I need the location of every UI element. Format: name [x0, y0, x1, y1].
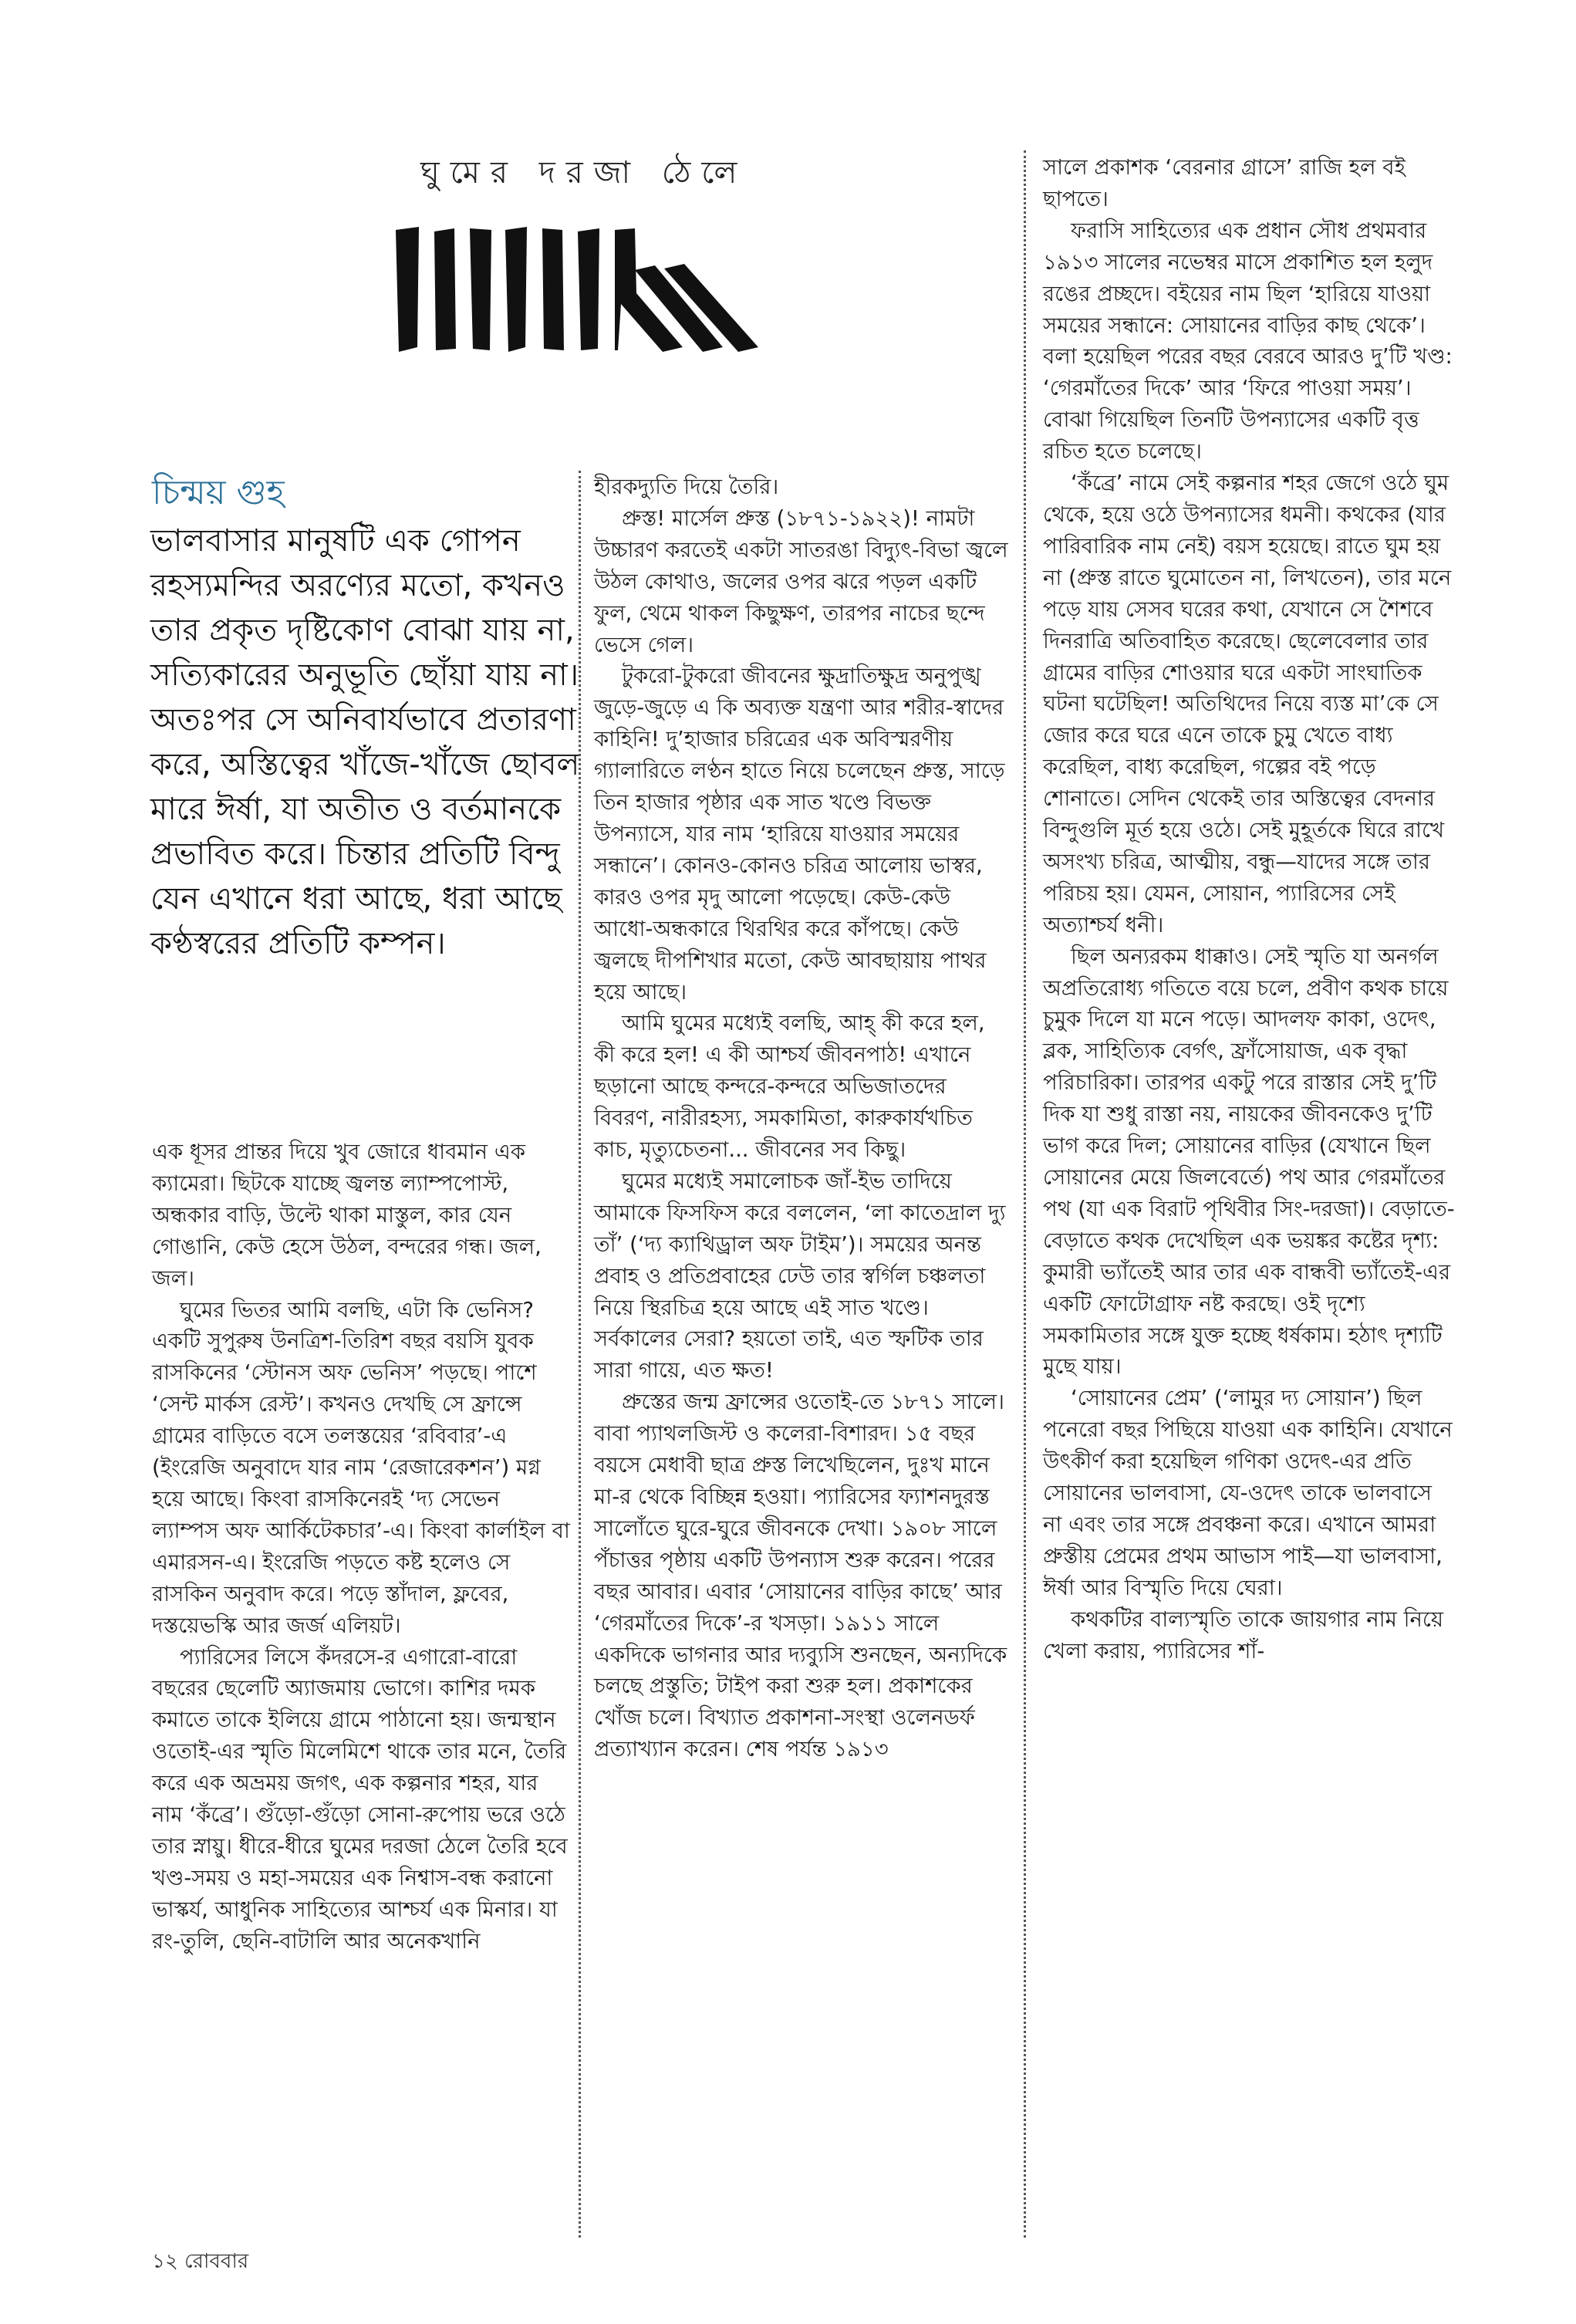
paragraph: ফরাসি সাহিত্যের এক প্রধান সৌধ প্রথমবার ১৯১৩ সালের নভেম্বর মাসে প্রকাশিত হল হলুদ রঙের প্রচ্ছদে। বইয়ের নাম ছিল ‘হারিয়ে যাওয়া সময়ের সন্ধানে: সোয়ানের বাড়ির কাছ থেকে’। বলা হয়েছিল পরের বছর বেরবে আরও দু’টি খণ্ড: ‘গেরমাঁতের দিকে’ আর ‘ফিরে পাওয়া সময়’। বোঝা গিয়েছিল তিনটি উপন্যাসের একটি বৃত্ত রচিত হতে চলেছে।: [1043, 218, 1453, 464]
paragraph: ‘সোয়ানের প্রেম’ (‘লামুর দ্য সোয়ান’) ছিল পনেরো বছর পিছিয়ে যাওয়া এক কাহিনি। যেখানে উৎকীর্ণ করা হয়েছিল গণিকা ওদেৎ-এর প্রতি সোয়ানের ভালবাসা, যে-ওদেৎ তাকে ভালবাসে না এবং তার সঙ্গে প্রবঞ্চনা করে। এখানে আমরা প্রুস্তীয় প্রেমের প্রথম আভাস পাই—যা ভালবাসা, ঈর্ষা আর বিস্মৃতি দিয়ে ঘেরা।: [1043, 1386, 1453, 1600]
publication-name: রোববার: [184, 2250, 249, 2273]
article-intro: ভালবাসার মানুষটি এক গোপন রহস্যমন্দির অরণ্যের মতো, কখনও তার প্রকৃত দৃষ্টিকোণ বোঝা যায় না, সত্যিকারের অনুভূতি ছোঁয়া যায় না। অতঃপর সে অনিবার্যভাবে প্রতারণা করে, অস্তিত্বের খাঁজে-খাঁজে ছোবল মারে ঈর্ষা, যা অতীত ও বর্তমানকে প্রভাবিত করে। চিন্তার প্রতিটি বিন্দু যেন এখানে ধরা আছে, ধরা আছে কণ্ঠস্বরের প্রতিটি কম্পন।: [150, 523, 580, 961]
paragraph: আমি ঘুমের মধ্যেই বলছি, আহ্‌ কী করে হল, কী করে হল! এ কী আশ্চর্য জীবনপাঠ! এখানে ছড়ানো আছে কন্দরে-কন্দরে অভিজাতদের বিবরণ, নারীরহস্য, সমকামিতা, কারুকার্যখচিত কাচ, মৃত্যুচেতনা... জীবনের সব কিছু।: [594, 1011, 985, 1163]
paragraph: ‘কঁব্রে’ নামে সেই কল্পনার শহর জেগে ওঠে ঘুম থেকে, হয়ে ওঠে উপন্যাসের ধমনী। কথকের (যার পারিবারিক নাম নেই) বয়স হয়েছে। রাতে ঘুম হয় না (প্রুস্ত রাতে ঘুমোতেন না, লিখতেন), তার মনে পড়ে যায় সেসব ঘরের কথা, যেখানে সে শৈশবে দিনরাত্রি অতিবাহিত করেছে। ছেলেবেলার তার গ্রামের বাড়ির শোওয়ার ঘরে একটা সাংঘাতিক ঘটনা ঘটেছিল! অতিথিদের নিয়ে ব্যস্ত মা’কে সে জোর করে ঘরে এনে তাকে চুমু খেতে বাধ্য করেছিল, বাধ্য করেছিল, গল্পের বই পড়ে শোনাতে। সেদিন থেকেই তার অস্তিত্বের বেদনার বিন্দুগুলি মূর্ত হয়ে ওঠে। সেই মুহূর্তকে ঘিরে রাখে অসংখ্য চরিত্র, আত্মীয়, বন্ধু—যাদের সঙ্গে তার পরিচয় হয়। যেমন, সোয়ান, প্যারিসের সেই অত্যাশ্চর্য ধনী।: [1043, 471, 1452, 937]
paragraph: ছিল অন্যরকম ধাক্কাও। সেই স্মৃতি যা অনর্গল অপ্রতিরোধ্য গতিতে বয়ে চলে, প্রবীণ কথক চায়ে চুমুক দিলে যা মনে পড়ে। আদলফ কাকা, ওদেৎ, ব্লক, সাহিত্যিক বের্গৎ, ফ্রাঁসোয়াজ, এক বৃদ্ধা পরিচারিকা। তারপর একটু পরে রাস্তার সেই দু’টি দিক যা শুধু রাস্তা নয়, নায়কের জীবনকেও দু’টি ভাগ করে দিল; সোয়ানের বাড়ির (যেখানে ছিল সোয়ানের মেয়ে জিলবের্তে) পথ আর গেরমাঁতের পথ (যা এক বিরাট পৃথিবীর সিং-দরজা)। বেড়াতে-বেড়াতে কথক দেখেছিল এক ভয়ঙ্কর কষ্টের দৃশ্য: কুমারী ভ্যাঁতেই আর তার এক বান্ধবী ভ্যাঁতেই-এর একটি ফোটোগ্রাফ নষ্ট করছে। ওই দৃশ্যে সমকামিতার সঙ্গে যুক্ত হচ্ছে ধর্ষকাম। হঠাৎ দৃশ্যটি মুছে যায়।: [1043, 944, 1455, 1380]
paragraph: টুকরো-টুকরো জীবনের ক্ষুদ্রাতিক্ষুদ্র অনুপুঙ্খ জুড়ে-জুড়ে এ কি অব্যক্ত যন্ত্রণা আর শরীর-স্বাদের কাহিনি! দু’হাজার চরিত্রের এক অবিস্মরণীয় গ্যালারিতে লণ্ঠন হাতে নিয়ে চলেছেন প্রুস্ত, সাড়ে তিন হাজার পৃষ্ঠার এক সাত খণ্ডে বিভক্ত উপন্যাসে, যার নাম ‘হারিয়ে যাওয়ার সময়ের সন্ধানে’। কোনও-কোনও চরিত্র আলোয় ভাস্বর, কারও ওপর মৃদু আলো পড়েছে। কেউ-কেউ আধো-অন্ধকারে থিরথির করে কাঁপছে। কেউ জ্বলছে দীপশিখার মতো, কেউ আবছায়ায় পাথর হয়ে আছে।: [594, 664, 1005, 1005]
page-number: ১২: [152, 2250, 178, 2273]
striped-bars-logo-icon: [390, 224, 775, 355]
paragraph: প্রুস্ত! মার্সেল প্রুস্ত (১৮৭১-১৯২২)! নামটা উচ্চারণ করতেই একটা সাতরঙা বিদ্যুৎ-বিভা জ্বলে উঠল কোথাও, জলের ওপর ঝরে পড়ল একটি ফুল, থেমে থাকল কিছুক্ষণ, তারপর নাচের ছন্দে ভেসে গেল।: [594, 505, 1008, 657]
paragraph: ঘুমের ভিতর আমি বলছি, এটা কি ভেনিস? একটি সুপুরুষ উনত্রিশ-তিরিশ বছর বয়সি যুবক রাসকিনের ‘স্টোনস অফ ভেনিস’ পড়ছে। পাশে ‘সেন্ট মার্কস রেস্ট’। কখনও দেখছি সে ফ্রান্সে গ্রামের বাড়িতে বসে তলস্তয়ের ‘রবিবার’-এ (ইংরেজি অনুবাদে যার নাম ‘রেজারেকশন’) মগ্ন হয়ে আছে। কিংবা রাসকিনেরই ‘দ্য সেভেন ল্যাম্পস অফ আর্কিটেকচার’-এ। কিংবা কার্লাইল বা এমারসন-এ। ইংরেজি পড়তে কষ্ট হলেও সে রাসকিন অনুবাদ করে। পড়ে স্তাঁদাল, ফ্লবের, দস্তয়েভস্কি আর জর্জ এলিয়ট।: [152, 1297, 570, 1638]
page-footer: [152, 2245, 248, 2279]
paragraph: প্রুস্তের জন্ম ফ্রান্সের ওতোই-তে ১৮৭১ সালে। বাবা প্যাথলজিস্ট ও কলেরা-বিশারদ। ১৫ বছর বয়সে মেধাবী ছাত্র প্রুস্ত লিখেছিলেন, দুঃখ মানে মা-র থেকে বিচ্ছিন্ন হওয়া। প্যারিসের ফ্যাশনদুরস্ত সালোঁতে ঘুরে-ঘুরে জীবনকে দেখা। ১৯০৮ সালে পঁচাত্তর পৃষ্ঠায় একটি উপন্যাস শুরু করেন। পরের বছর আবার। এবার ‘সোয়ানের বাড়ির কাছে’ আর ‘গেরমাঁতের দিকে’-র খসড়া। ১৯১১ সালে একদিকে ভাগনার আর দ্যব্যুসি শুনছেন, অন্যদিকে চলছে প্রস্তুতি; টাইপ করা শুরু হল। প্রকাশকের খোঁজ চলে। বিখ্যাত প্রকাশনা-সংস্থা ওলেনডর্ফ প্রত্যাখ্যান করেন। শেষ পর্যন্ত ১৯১৩: [594, 1390, 1007, 1762]
article-column-1: [152, 1137, 572, 1957]
author-byline: চিন্ময় গুহ: [152, 473, 285, 512]
article-column-2: [594, 471, 1011, 1765]
paragraph: কথকটির বাল্যস্মৃতি তাকে জায়গার নাম নিয়ে খেলা করায়, প্যারিসের শাঁ-: [1043, 1606, 1444, 1664]
column-divider: [1024, 150, 1026, 2238]
paragraph: এক ধূসর প্রান্তর দিয়ে খুব জোরে ধাবমান এক ক্যামেরা। ছিটকে যাচ্ছে জ্বলন্ত ল্যাম্পপোস্ট, অন্ধকার বাড়ি, উল্টে থাকা মাস্তুল, কার যেন গোঙানি, কেউ হেসে উঠল, বন্দরের গন্ধ। জল, জল।: [152, 1140, 542, 1291]
header-title: ঘুমের দরজা ঠেলে: [420, 155, 748, 191]
paragraph: হীরকদ্যুতি দিয়ে তৈরি।: [594, 475, 779, 499]
article-column-3: [1043, 152, 1456, 1667]
paragraph: ঘুমের মধ্যেই সমালোচক জাঁ-ইভ তাদিয়ে আমাকে ফিসফিস করে বললেন, ‘লা কাতেদ্রাল দ্যু তাঁ’ (‘দ্য ক্যাথিড্রাল অফ টাইম’)। সময়ের অনন্ত প্রবাহ ও প্রতিপ্রবাহের ঢেউ তার স্বর্গিল চঞ্চলতা নিয়ে স্থিরচিত্র হয়ে আছে এই সাত খণ্ডে। সর্বকালের সেরা? হয়তো তাই, এত স্ফটিক তার সারা গায়ে, এত ক্ষত!: [594, 1168, 1006, 1383]
paragraph: সালে প্রকাশক ‘বেরনার গ্রাসে’ রাজি হল বই ছাপতে।: [1043, 155, 1406, 211]
paragraph: প্যারিসের লিসে কঁদরসে-র এগারো-বারো বছরের ছেলেটি অ্যাজমায় ভোগে। কাশির দমক কমাতে তাকে ইলিয়ে গ্রামে পাঠানো হয়। জন্মস্থান ওতোই-এর স্মৃতি মিলেমিশে থাকে তার মনে, তৈরি করে এক অভ্রময় জগৎ, এক কল্পনার শহর, যার নাম ‘কঁব্রে’। গুঁড়ো-গুঁড়ো সোনা-রুপোয় ভরে ওঠে তার স্নায়ু। ধীরে-ধীরে ঘুমের দরজা ঠেলে তৈরি হবে খণ্ড-সময় ও মহা-সময়ের এক নিশ্বাস-বন্ধ করানো ভাস্কর্য, আধুনিক সাহিত্যের আশ্চর্য এক মিনার। যা রং-তুলি, ছেনি-বাটালি আর অনেকখানি: [152, 1644, 568, 1954]
column-divider: [579, 471, 581, 2238]
